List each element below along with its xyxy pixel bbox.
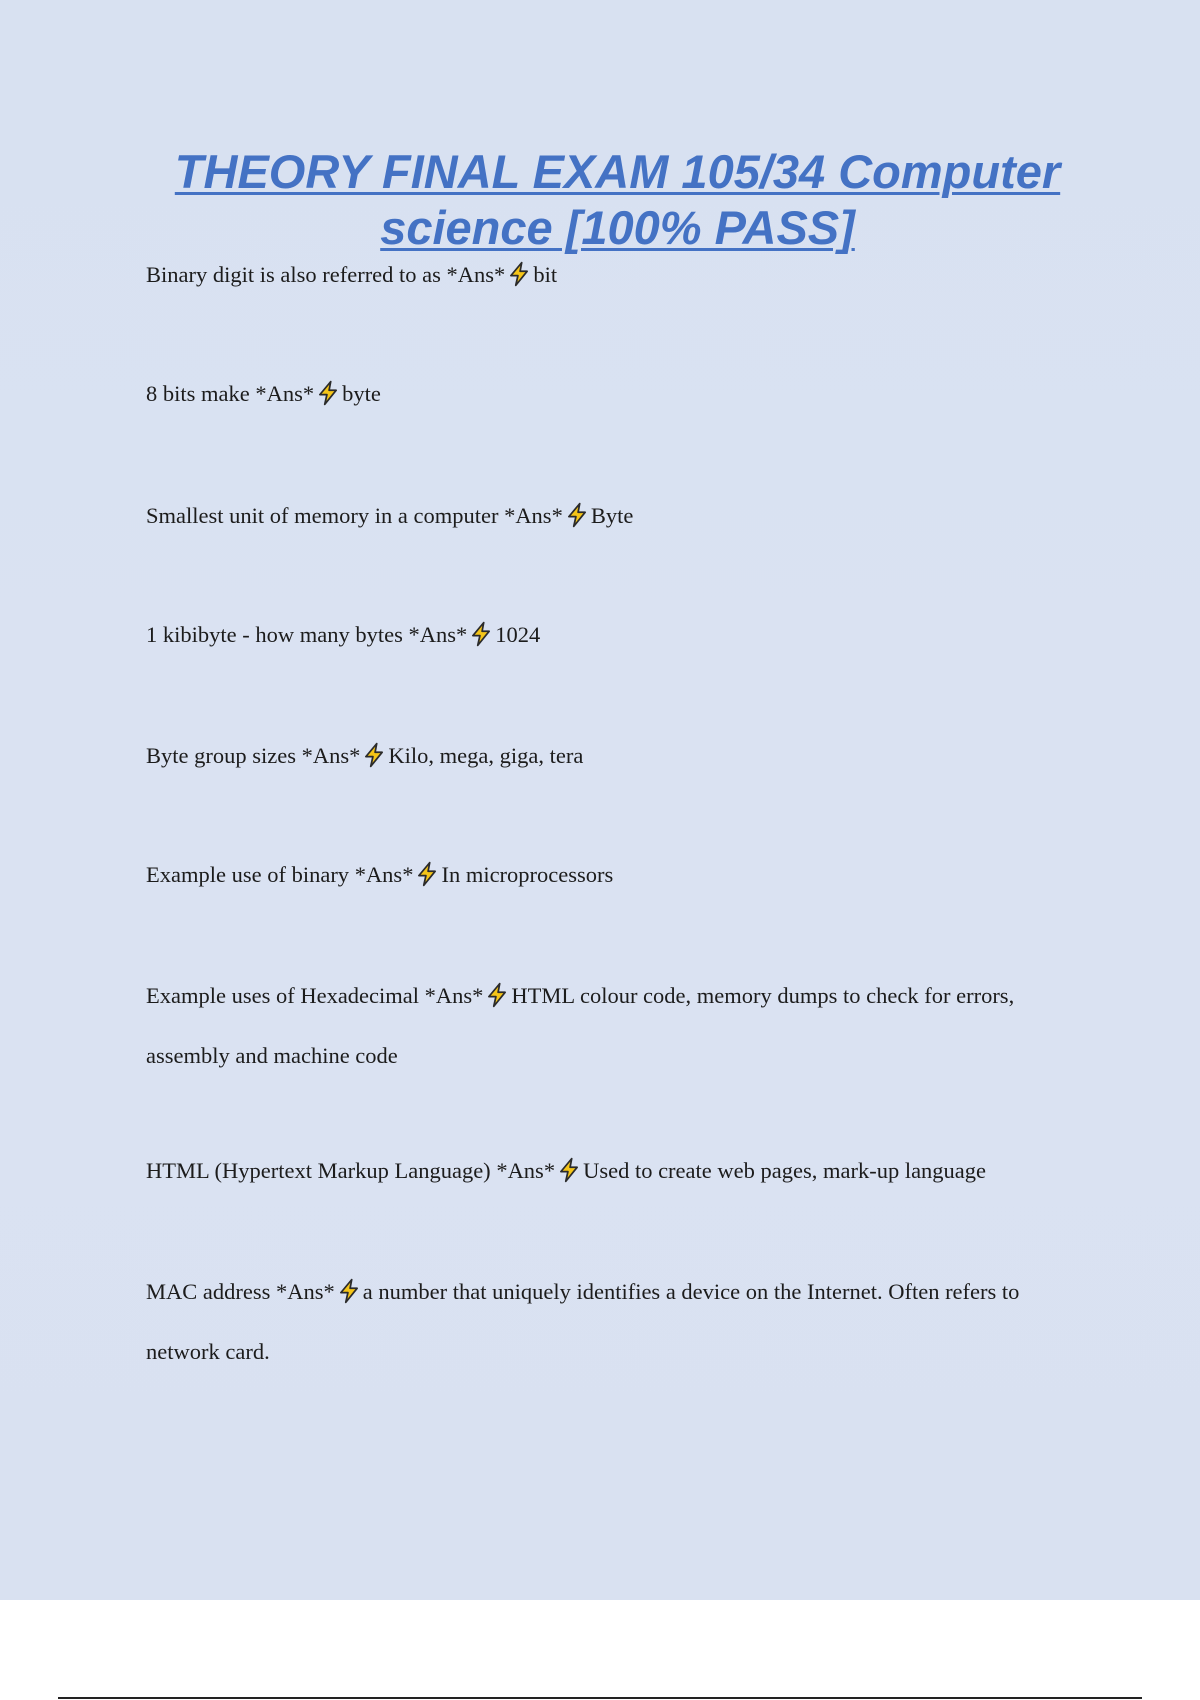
answer-text: Kilo, mega, giga, tera: [388, 743, 584, 768]
answer-text: Byte: [590, 503, 634, 528]
qa-item-9: [146, 1262, 1096, 1382]
question-text: MAC address: [146, 1279, 271, 1304]
qa-item-1: [146, 245, 1096, 305]
lightning-bolt-icon: [556, 1146, 582, 1172]
answer-marker: *Ans*: [255, 381, 315, 406]
qa-item-3: [146, 486, 1096, 546]
answer-marker: *Ans*: [408, 622, 468, 647]
question-text: HTML (Hypertext Markup Language): [146, 1158, 491, 1183]
answer-marker: *Ans*: [424, 983, 484, 1008]
answer-text: bit: [533, 262, 558, 287]
question-text: Example use of binary: [146, 862, 350, 887]
answer-text: a number that uniquely identifies a device on the Internet. Often refers to network card.: [146, 1279, 1020, 1364]
answer-text: 1024: [495, 622, 541, 647]
answer-text: In microprocessors: [441, 862, 614, 887]
question-text: 8 bits make: [146, 381, 250, 406]
question-text: Smallest unit of memory in a computer: [146, 503, 499, 528]
qa-item-2: [146, 364, 1096, 424]
lightning-bolt-icon: [484, 971, 510, 997]
document-title: THEORY FINAL EXAM 105/34 Computer science [100% PASS]: [174, 145, 1061, 254]
qa-item-6: [146, 845, 1096, 905]
answer-marker: *Ans*: [504, 503, 563, 528]
question-text: 1 kibibyte - how many bytes: [146, 622, 403, 647]
lightning-bolt-icon: [468, 610, 494, 636]
answer-text: Used to create web pages, mark-up language: [583, 1158, 987, 1183]
lightning-bolt-icon: [506, 250, 532, 276]
answer-marker: *Ans*: [446, 262, 506, 287]
question-text: Example uses of Hexadecimal: [146, 983, 420, 1008]
qa-item-7: [146, 966, 1096, 1086]
lightning-bolt-icon: [336, 1267, 362, 1293]
qa-item-4: [146, 605, 1096, 665]
lightning-bolt-icon: [315, 369, 341, 395]
answer-marker: *Ans*: [276, 1279, 335, 1304]
lightning-bolt-icon: [564, 491, 590, 517]
qa-item-8: [146, 1141, 1096, 1201]
answer-marker: *Ans*: [301, 743, 361, 768]
lightning-bolt-icon: [361, 731, 387, 757]
answer-text: byte: [342, 381, 381, 406]
question-text: Binary digit is also referred to as: [146, 262, 441, 287]
qa-item-5: [146, 726, 1096, 786]
footer-divider: [58, 1697, 1142, 1699]
answer-marker: *Ans*: [496, 1158, 556, 1183]
lightning-bolt-icon: [414, 850, 440, 876]
answer-marker: *Ans*: [354, 862, 414, 887]
question-text: Byte group sizes: [146, 743, 296, 768]
answer-text: HTML colour code, memory dumps to check for errors, assembly and machine code: [146, 983, 1015, 1068]
